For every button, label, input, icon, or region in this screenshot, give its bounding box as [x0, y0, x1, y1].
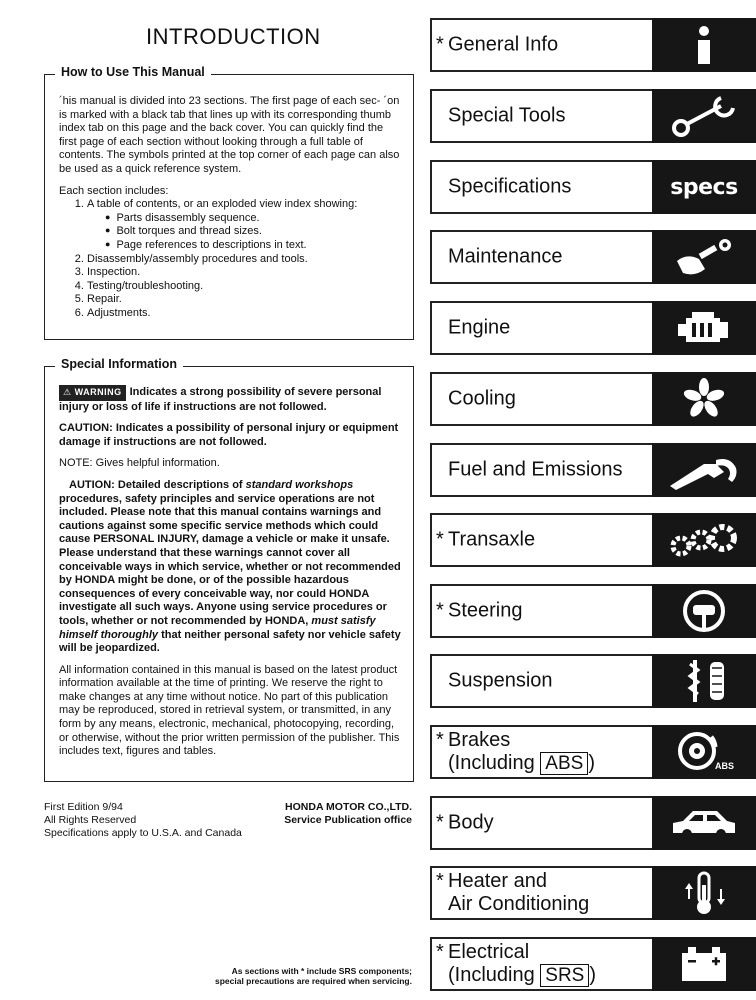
tab-body[interactable]: * Body	[430, 796, 756, 850]
tab-special-tools[interactable]: Special Tools	[430, 89, 756, 143]
edition-info: First Edition 9/94 All Rights Reserved Specifications apply to U.S.A. and Canada	[44, 801, 242, 839]
info-paragraph: All information contained in this manual is based on the latest product information available at the time of printing. We reserve the right to make changes at any time without notice. No part of this publication may be reproduced, stored in retrieval system, or transmitted, in any form by any means, electronic, mechanical, photocopying, recording, or otherwise, without the prior written permission of the publisher. This includes text, figures and tables.	[59, 663, 400, 758]
list-item: ● Parts disassembly sequence.	[105, 212, 401, 226]
fan-icon	[652, 372, 756, 426]
each-section-label: Each section includes:	[59, 184, 169, 197]
tab-fuel-emissions[interactable]: Fuel and Emissions	[430, 443, 756, 497]
tab-specifications[interactable]: Specifications specs	[430, 160, 756, 214]
list-item: ● Bolt torques and thread sizes.	[105, 225, 401, 239]
maintenance-icon	[652, 230, 756, 284]
note-paragraph: NOTE: Gives helpful information.	[59, 457, 220, 470]
list-item: 4. Testing/troubleshooting.	[87, 280, 401, 294]
steering-wheel-icon	[652, 584, 756, 638]
tab-general-info[interactable]: * General Info	[430, 18, 756, 72]
tab-cooling[interactable]: Cooling	[430, 372, 756, 426]
shock-absorber-icon	[652, 654, 756, 708]
how-to-use-heading: How to Use This Manual	[55, 66, 211, 80]
tab-steering[interactable]: * Steering	[430, 584, 756, 638]
list-item: ● Page references to descriptions in text.	[105, 239, 401, 253]
publisher-info: HONDA MOTOR CO.,LTD. Service Publication office	[284, 801, 412, 826]
section-contents-list	[59, 198, 401, 320]
list-item: 1. A table of contents, or an exploded view index showing: ● Parts disassembly sequence. ● Bolt torques and thread sizes. ● Page references to descriptions in text.	[87, 198, 401, 252]
special-information-heading: Special Information	[55, 358, 183, 372]
tab-transaxle[interactable]: * Transaxle	[430, 513, 756, 567]
tab-heater-air-conditioning[interactable]: * Heater and Air Conditioning	[430, 866, 756, 920]
brake-disc-icon: ABS	[652, 725, 756, 779]
info-icon	[652, 18, 756, 72]
fuel-nozzle-icon	[652, 443, 756, 497]
list-item: 3. Inspection.	[87, 266, 401, 280]
wrench-icon	[652, 89, 756, 143]
how-to-intro: ´his manual is divided into 23 sections. The first page of each sec- ´on is marked with a black tab that lines up with its corresponding thumb index tab on this page and the back cover. You can quickly find the first page of each section without looking through a full table of contents. The symbols printed at the top corner of each page can also be used as a quick reference system.	[59, 95, 400, 175]
list-item: 2. Disassembly/assembly procedures and tools.	[87, 253, 401, 267]
warning-badge: ⚠ WARNING	[59, 385, 126, 401]
special-information-section	[44, 357, 414, 782]
caution-paragraph: CAUTION: Indicates a possibility of personal injury or equipment damage if instructions are not followed.	[59, 422, 399, 448]
tab-brakes[interactable]: * Brakes (Including ABS ) ABS	[430, 725, 756, 779]
engine-icon	[652, 301, 756, 355]
warning-paragraph: ⚠ WARNING Indicates a strong possibility of severe personal injury or loss of life if instructions are not followed.	[59, 386, 382, 413]
car-body-icon	[652, 796, 756, 850]
aution-paragraph: AUTION: Detailed descriptions of standard workshops procedures, safety principles and service operations are not included. Please note that this manual contains warnings and cautions against some specific service methods which could cause PERSONAL INJURY, damage a vehicle or make it unsafe. Please understand that these warnings cannot cover all conceivable ways in which service, whether or not recommended by HONDA might be done, or of the possible hazardous consequences of every conceivable way, nor could HONDA investigate all such ways. Anyone using service procedures or tools, whether or not recommended by HONDA, must satisfy himself thoroughly that neither personal safety nor vehicle safety will be jeopardized.	[59, 478, 401, 655]
list-item: 5. Repair.	[87, 293, 401, 307]
tab-suspension[interactable]: Suspension	[430, 654, 756, 708]
tab-electrical[interactable]: * Electrical (Including SRS )	[430, 937, 756, 991]
srs-note: As sections with * include SRS components; special precautions are required when servicing.	[215, 966, 412, 986]
tab-engine[interactable]: Engine	[430, 301, 756, 355]
battery-icon	[652, 937, 756, 991]
list-item: 6. Adjustments.	[87, 307, 401, 321]
specs-icon: specs	[652, 160, 756, 214]
tab-maintenance[interactable]: Maintenance	[430, 230, 756, 284]
page-title: INTRODUCTION	[146, 24, 321, 49]
gears-icon	[652, 513, 756, 567]
thermometer-icon	[652, 866, 756, 920]
how-to-use-section	[44, 65, 414, 340]
